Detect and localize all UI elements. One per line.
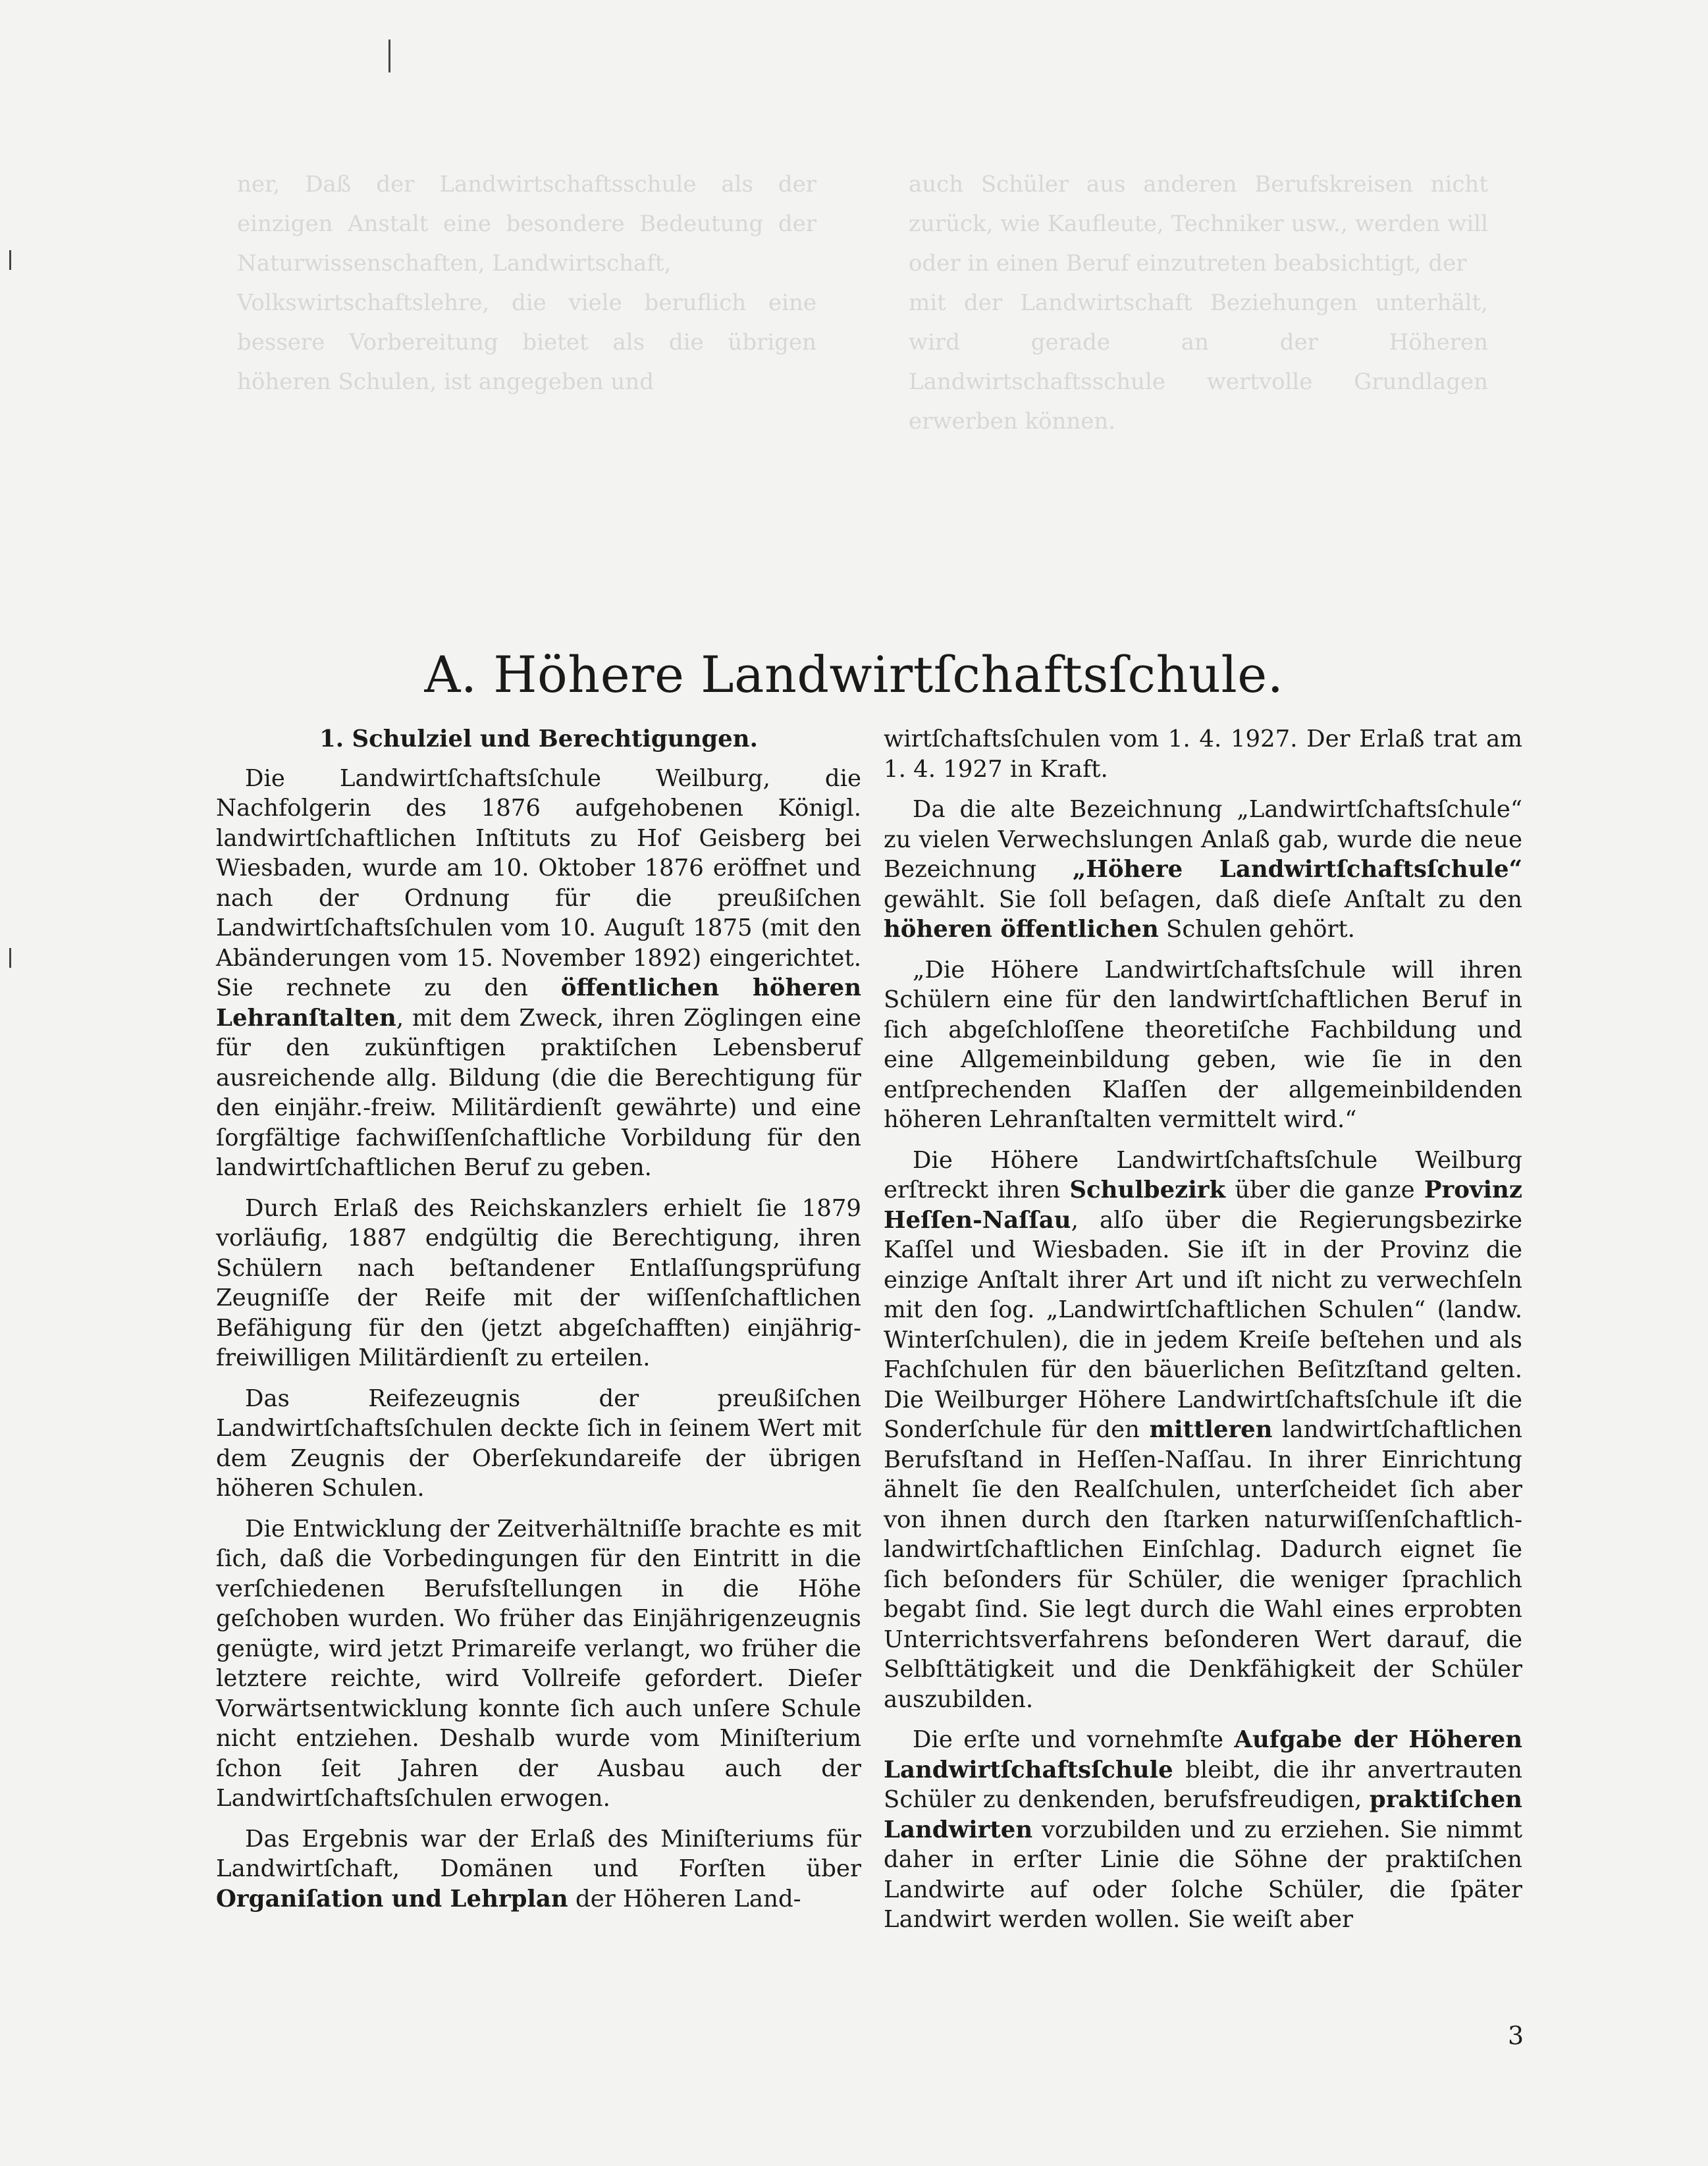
paragraph-bezeichnung: Da die alte Bezeichnung „Landwirtſchaftsſchule“ zu vielen Verwechslungen Anlaß gab, wurde die neue Bezeichnung „Höhere Landwirtſchaftsſchule“ gewählt. Sie ſoll beſagen, daß dieſe Anſtalt zu den höheren öffentlichen Schulen gehört. <box>884 796 1522 943</box>
right-column <box>884 724 1522 1945</box>
paragraph-intro: Die Landwirtſchaftsſchule Weilburg, die Nachfolgerin des 1876 aufgehobenen Königl. landwirtſchaftlichen Inſtituts zu Hof Geisberg bei Wiesbaden, wurde am 10. Oktober 1876 eröffnet und nach der Ordnung für die preußiſchen Landwirtſchaftsſchulen vom 10. Auguſt 1875 (mit den Abänderungen vom 15. November 1892) eingerichtet. Sie rechnete zu den öffentlichen höheren Lehranſtalten, mit dem Zweck, ihren Zöglingen eine für den zukünftigen praktiſchen Lebensberuf ausreichende allg. Bildung (die die Berechtigung für den einjähr.-freiw. Militärdienſt gewährte) und eine ſorgfältige fachwiſſenſchaftliche Vorbildung für den landwirtſchaftlichen Beruf zu geben. <box>216 764 862 1181</box>
ghost-line: mit der Landwirtschaft Beziehungen unterhält, wird gerade an der Höheren Landwirtschaftsschule wertvolle Grundlagen erwerben können. <box>909 290 1488 435</box>
ghost-line: ner, Daß der Landwirtschaftsschule als der einzigen Anstalt eine besondere Bedeutung der Naturwissenschaften, Landwirtschaft, <box>237 171 816 277</box>
binding-mark-top <box>388 40 390 72</box>
bleed-through-left <box>237 165 816 402</box>
paragraph-quote: „Die Höhere Landwirtſchaftsſchule will ihren Schülern eine für den landwirtſchaftlichen Beruf in ſich abgeſchloſſene theoretiſche Fachbildung und eine Allgemeinbildung geben, wie ſie in den entſprechenden Klaſſen der allgemeinbildenden höheren Lehranſtalten vermittelt wird.“ <box>884 956 1522 1133</box>
paragraph-aufgabe: Die erſte und vornehmſte Aufgabe der Höheren Landwirtſchaftsſchule bleibt, die ihr anvertrauten Schüler zu denkenden, berufsfreudigen, praktiſchen Landwirten vorzubilden und zu erziehen. Sie nimmt daher in erſter Linie die Söhne der praktiſchen Landwirte auf oder ſolche Schüler, die ſpäter Landwirt werden wollen. Sie weiſt aber <box>884 1726 1522 1933</box>
ghost-line: Volkswirtschaftslehre, die viele beruflich eine bessere Vorbereitung bietet als die übrigen höheren Schulen, ist angegeben und <box>237 290 816 395</box>
section-heading: 1. Schulziel und Berechtigungen. <box>319 726 758 753</box>
ghost-line: auch Schüler aus anderen Berufskreisen nicht zurück, wie Kaufleute, Techniker usw., werden will oder in einen Beruf einzutreten beabsichtigt, der <box>909 171 1488 277</box>
paragraph-schulbezirk: Die Höhere Landwirtſchaftsſchule Weilburg erſtreckt ihren Schulbezirk über die ganze Provinz Heſſen-Naſſau, alſo über die Regierungsbezirke Kaſſel und Wiesbaden. Sie iſt in der Provinz die einzige Anſtalt ihrer Art und iſt nicht zu verwechſeln mit den ſog. „Landwirtſchaftlichen Schulen“ (landw. Winterſchulen), die in jedem Kreiſe beſtehen und als Fachſchulen für den bäuerlichen Beſitzſtand gelten. Die Weilburger Höhere Landwirtſchaftsſchule iſt die Sonderſchule für den mittleren landwirtſchaftlichen Berufsſtand in Heſſen-Naſſau. In ihrer Einrichtung ähnelt ſie den Realſchulen, unterſcheidet ſich aber von ihnen durch den ſtarken naturwiſſenſchaftlich-landwirtſchaftlichen Einſchlag. Dadurch eignet ſie ſich beſonders für Schüler, die weniger ſprachlich begabt ſind. Sie legt durch die Wahl eines erprobten Unterrichtsverfahrens beſonderen Wert darauf, die Selbſttätigkeit und die Denkfähigkeit der Schüler auszubilden. <box>884 1146 1522 1713</box>
paragraph-erlass-reichskanzler: Durch Erlaß des Reichskanzlers erhielt ſie 1879 vorläufig, 1887 endgültig die Berechtigung, ihren Schülern nach beſtandener Entlaſſungsprüfung Zeugniſſe der Reife mit der wiſſenſchaftlichen Befähigung für den (jetzt abgeſchafften) einjährig-freiwilligen Militärdienſt zu erteilen. <box>216 1194 861 1371</box>
bleed-through-right <box>909 165 1488 441</box>
paragraph-continuation: wirtſchaftsſchulen vom 1. 4. 1927. Der Erlaß trat am 1. 4. 1927 in Kraft. <box>884 726 1522 783</box>
paragraph-ergebnis: Das Ergebnis war der Erlaß des Miniſteriums für Landwirtſchaft, Domänen und Forſten über Organiſation und Lehrplan der Höheren Land- <box>216 1825 861 1913</box>
page-number: 3 <box>1508 2021 1524 2050</box>
binding-mark-left-2 <box>9 948 11 968</box>
page-title: A. Höhere Landwirtſchaftsſchule. <box>424 645 1284 704</box>
left-column <box>216 724 861 1924</box>
paragraph-reifezeugnis: Das Reifezeugnis der preußiſchen Landwirtſchaftsſchulen deckte ſich in ſeinem Wert mit dem Zeugnis der Oberſekundareife der übrigen höheren Schulen. <box>216 1385 861 1502</box>
paragraph-entwicklung: Die Entwicklung der Zeitverhältniſſe brachte es mit ſich, daß die Vorbedingungen für den Eintritt in die verſchiedenen Berufsſtellungen in die Höhe geſchoben wurden. Wo früher das Einjährigenzeugnis genügte, wird jetzt Primareife verlangt, wo früher die letztere reichte, wird Vollreife gefordert. Dieſer Vorwärtsentwicklung konnte ſich auch unſere Schule nicht entziehen. Deshalb wurde vom Miniſterium ſchon ſeit Jahren der Ausbau auch der Landwirtſchaftsſchulen erwogen. <box>216 1515 861 1812</box>
binding-mark-left <box>9 250 11 270</box>
